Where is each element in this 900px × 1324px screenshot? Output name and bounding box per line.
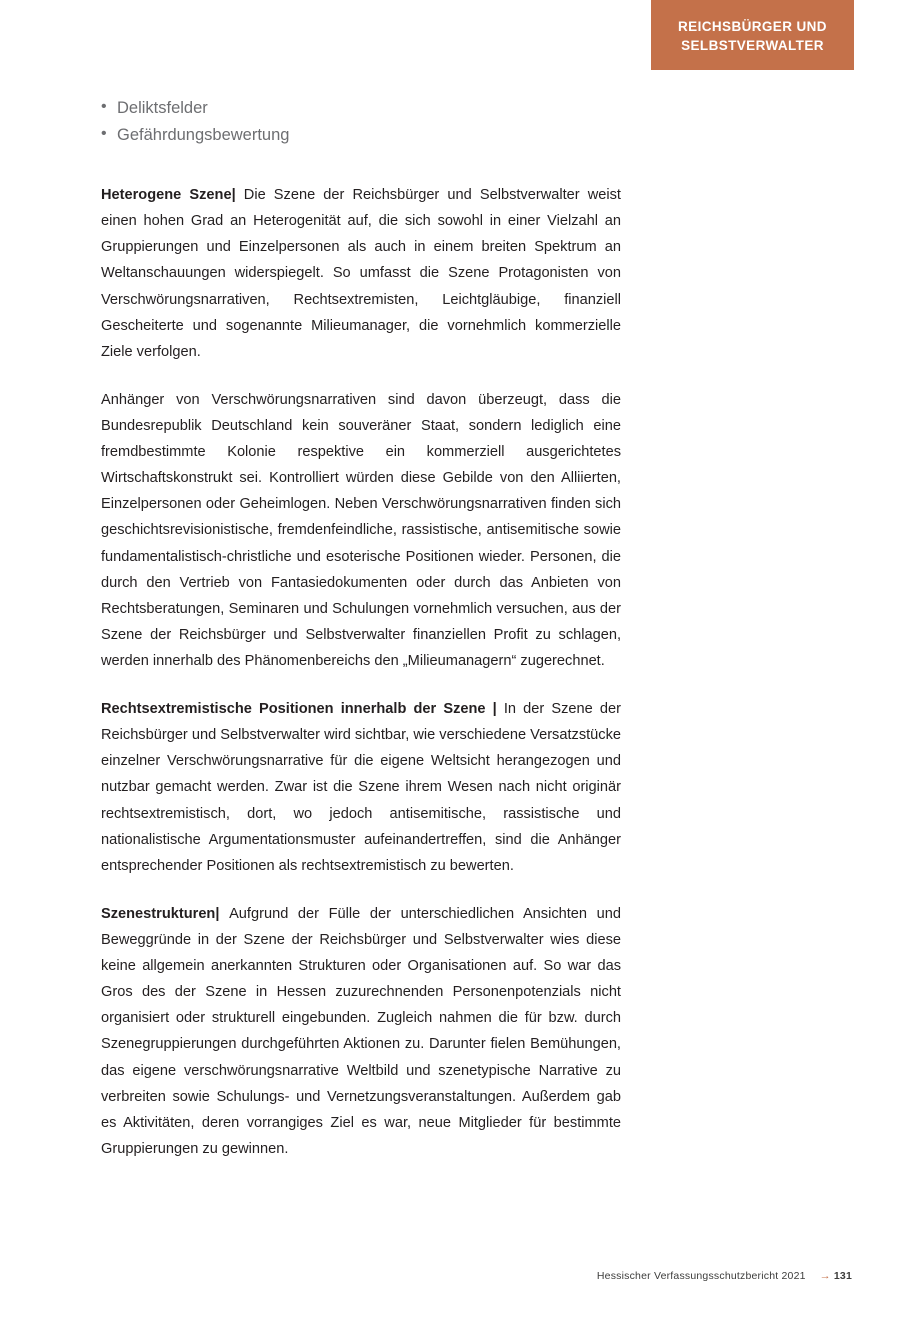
list-item bbox=[101, 96, 621, 121]
page-number: 131 bbox=[833, 1270, 852, 1282]
paragraph-rechtsextremistische-positionen bbox=[101, 696, 621, 879]
paragraph-body: Die Szene der Reichsbürger und Selbstverwalter weist einen hohen Grad an Heterogenität auf, die sich sowohl in einer Vielzahl an Gruppierungen und Einzelpersonen als auch in einem breiten Spektrum an Weltanschauungen widerspiegelt. So umfasst die Szene Protagonisten von Verschwörungsnarrativen, Rechtsextremisten, Leichtgläubige, finanziell Gescheiterte und sogenannte Milieumanager, die vornehmlich kommerzielle Ziele verfolgen. bbox=[101, 187, 621, 360]
paragraph-separator: | bbox=[231, 187, 236, 204]
page-footer bbox=[597, 1270, 852, 1282]
paragraph-lead: Rechtsextremistische Positionen innerhalb der Szene bbox=[101, 701, 486, 718]
paragraph-separator: | bbox=[215, 905, 220, 922]
paragraph-lead: Heterogene Szene bbox=[101, 187, 232, 204]
topic-bullet-list bbox=[101, 96, 621, 148]
bullet-label: Gefährdungsbewertung bbox=[117, 126, 290, 145]
paragraph-verschwoerungsnarrative bbox=[101, 387, 621, 674]
paragraph-szenestrukturen bbox=[101, 901, 621, 1162]
paragraph-heterogene-szene bbox=[101, 182, 621, 365]
section-header-tab bbox=[651, 0, 854, 70]
section-header-line2: SELBSTVERWALTER bbox=[681, 38, 824, 54]
footer-source: Hessischer Verfassungsschutzbericht 2021 bbox=[596, 1270, 806, 1282]
paragraph-body: In der Szene der Reichsbürger und Selbstverwalter wird sichtbar, wie verschiedene Versatzstücke einzelner Verschwörungsnarrative für die eigene Weltsicht herangezogen und nutzbar gemacht werden. Zwar ist die Szene ihrem Wesen nach nicht originär rechtsextremistisch, dort, wo jedoch antisemitische, rassistische und nationalistische Argumentationsmuster aufeinandertreffen, sind die Anhänger entsprechender Positionen als rechtsextremistisch zu bewerten. bbox=[101, 701, 621, 874]
paragraph-body: Anhänger von Verschwörungsnarrativen sind davon überzeugt, dass die Bundesrepublik Deutschland kein souveräner Staat, sondern lediglich eine fremdbestimmte Kolonie respektive ein kommerziell ausgerichtetes Wirtschaftskonstrukt sei. Kontrolliert würden diese Gebilde von den Alliierten, Einzelpersonen oder Geheimlogen. Neben Verschwörungsnarrativen finden sich geschichtsrevisionistische, fremdenfeindliche, rassistische, antisemitische sowie fundamentalistisch-christliche und esoterische Positionen wieder. Personen, die durch den Vertrieb von Fantasiedokumenten oder durch das Anbieten von Rechtsberatungen, Seminaren und Schulungen vornehmlich versuchen, aus der Szene der Reichsbürger und Selbstverwalter finanziellen Profit zu schlagen, werden innerhalb des Phänomenbereichs den „Milieumanagern“ zugerechnet. bbox=[101, 391, 621, 670]
bullet-label: Deliktsfelder bbox=[117, 99, 208, 117]
paragraph-separator: | bbox=[492, 701, 497, 718]
section-header-line1: REICHSBÜRGER UND bbox=[678, 19, 827, 34]
arrow-right-icon: → bbox=[819, 1270, 831, 1282]
list-item bbox=[101, 123, 621, 148]
page-content bbox=[101, 96, 621, 1162]
paragraph-lead: Szenestrukturen bbox=[101, 905, 216, 922]
paragraph-body: Aufgrund der Fülle der unterschiedlichen Ansichten und Beweggründe in der Szene der Reichsbürger und Selbstverwalter wies diese keine allgemein anerkannten Strukturen oder Organisationen auf. So war das Gros des der Szene in Hessen zuzurechnenden Personenpotenzials nicht organisiert oder strukturell eingebunden. Zugleich nahmen die für bzw. durch Szenegruppierungen durchgeführten Aktionen zu. Darunter fielen Bemühungen, das eigene verschwörungsnarrative Weltbild und szenetypische Narrative zu verbreiten sowie Schulungs- und Vernetzungsveranstaltungen. Außerdem gab es Aktivitäten, deren vorrangiges Ziel es war, neue Mitglieder für bestimmte Gruppierungen zu gewinnen. bbox=[101, 905, 621, 1157]
